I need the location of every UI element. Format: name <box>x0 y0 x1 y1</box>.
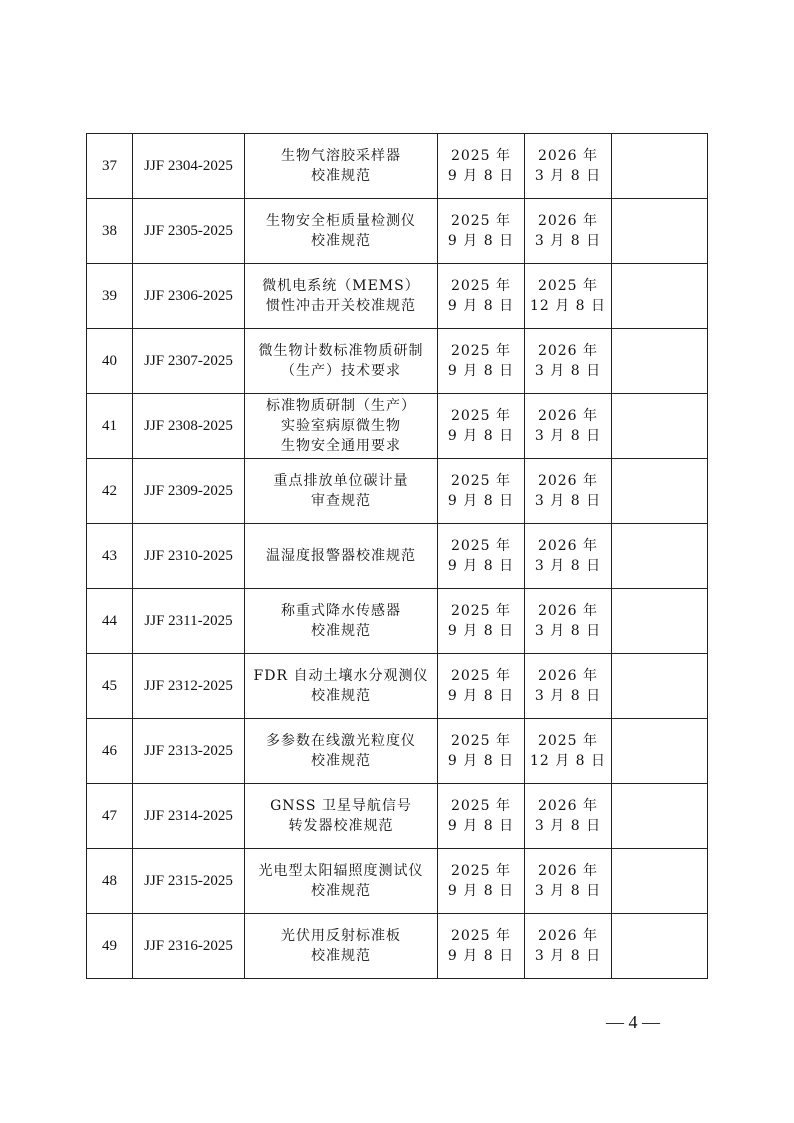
effective-date: 2026 年 3 月 8 日 <box>525 849 612 914</box>
remarks-cell <box>612 394 708 459</box>
remarks-cell <box>612 914 708 979</box>
row-number: 44 <box>87 589 133 654</box>
standard-name: 生物气溶胶采样器 校准规范 <box>245 134 438 199</box>
table-row <box>87 784 708 849</box>
issue-date: 2025 年 9 月 8 日 <box>438 719 525 784</box>
row-number: 47 <box>87 784 133 849</box>
standard-name: 微生物计数标准物质研制 （生产）技术要求 <box>245 329 438 394</box>
issue-date: 2025 年 9 月 8 日 <box>438 329 525 394</box>
remarks-cell <box>612 199 708 264</box>
standard-name: 光电型太阳辐照度测试仪 校准规范 <box>245 849 438 914</box>
row-number: 45 <box>87 654 133 719</box>
standard-code: JJF 2305-2025 <box>133 199 245 264</box>
remarks-cell <box>612 134 708 199</box>
issue-date: 2025 年 9 月 8 日 <box>438 784 525 849</box>
effective-date: 2025 年 12 月 8 日 <box>525 719 612 784</box>
standard-name: FDR 自动土壤水分观测仪 校准规范 <box>245 654 438 719</box>
effective-date: 2026 年 3 月 8 日 <box>525 654 612 719</box>
remarks-cell <box>612 719 708 784</box>
issue-date: 2025 年 9 月 8 日 <box>438 589 525 654</box>
standards-table <box>86 133 708 979</box>
effective-date: 2026 年 3 月 8 日 <box>525 524 612 589</box>
standard-code: JJF 2314-2025 <box>133 784 245 849</box>
standard-code: JJF 2310-2025 <box>133 524 245 589</box>
row-number: 38 <box>87 199 133 264</box>
row-number: 41 <box>87 394 133 459</box>
remarks-cell <box>612 589 708 654</box>
row-number: 39 <box>87 264 133 329</box>
effective-date: 2026 年 3 月 8 日 <box>525 329 612 394</box>
row-number: 42 <box>87 459 133 524</box>
effective-date: 2025 年 12 月 8 日 <box>525 264 612 329</box>
table-row <box>87 329 708 394</box>
standard-code: JJF 2311-2025 <box>133 589 245 654</box>
issue-date: 2025 年 9 月 8 日 <box>438 914 525 979</box>
issue-date: 2025 年 9 月 8 日 <box>438 849 525 914</box>
effective-date: 2026 年 3 月 8 日 <box>525 589 612 654</box>
issue-date: 2025 年 9 月 8 日 <box>438 524 525 589</box>
table-row <box>87 654 708 719</box>
remarks-cell <box>612 459 708 524</box>
standard-name: 多参数在线激光粒度仪 校准规范 <box>245 719 438 784</box>
table-row <box>87 914 708 979</box>
issue-date: 2025 年 9 月 8 日 <box>438 134 525 199</box>
row-number: 40 <box>87 329 133 394</box>
standard-name: 温湿度报警器校准规范 <box>245 524 438 589</box>
table-row <box>87 524 708 589</box>
standard-code: JJF 2316-2025 <box>133 914 245 979</box>
remarks-cell <box>612 264 708 329</box>
remarks-cell <box>612 329 708 394</box>
issue-date: 2025 年 9 月 8 日 <box>438 199 525 264</box>
standard-code: JJF 2313-2025 <box>133 719 245 784</box>
table-row <box>87 199 708 264</box>
standard-name: 标准物质研制（生产） 实验室病原微生物 生物安全通用要求 <box>245 394 438 459</box>
effective-date: 2026 年 3 月 8 日 <box>525 394 612 459</box>
standard-code: JJF 2307-2025 <box>133 329 245 394</box>
row-number: 48 <box>87 849 133 914</box>
standard-code: JJF 2306-2025 <box>133 264 245 329</box>
effective-date: 2026 年 3 月 8 日 <box>525 459 612 524</box>
row-number: 37 <box>87 134 133 199</box>
standard-code: JJF 2315-2025 <box>133 849 245 914</box>
issue-date: 2025 年 9 月 8 日 <box>438 264 525 329</box>
standard-name: 称重式降水传感器 校准规范 <box>245 589 438 654</box>
standard-code: JJF 2308-2025 <box>133 394 245 459</box>
table-row <box>87 134 708 199</box>
table-row <box>87 589 708 654</box>
standard-name: 生物安全柜质量检测仪 校准规范 <box>245 199 438 264</box>
effective-date: 2026 年 3 月 8 日 <box>525 784 612 849</box>
remarks-cell <box>612 654 708 719</box>
table-row <box>87 849 708 914</box>
issue-date: 2025 年 9 月 8 日 <box>438 654 525 719</box>
issue-date: 2025 年 9 月 8 日 <box>438 459 525 524</box>
table-row <box>87 394 708 459</box>
effective-date: 2026 年 3 月 8 日 <box>525 199 612 264</box>
page-number: — 4 — <box>606 1012 660 1032</box>
standard-name: 光伏用反射标准板 校准规范 <box>245 914 438 979</box>
standard-name: 重点排放单位碳计量 审查规范 <box>245 459 438 524</box>
standard-code: JJF 2304-2025 <box>133 134 245 199</box>
effective-date: 2026 年 3 月 8 日 <box>525 134 612 199</box>
remarks-cell <box>612 784 708 849</box>
table-row <box>87 719 708 784</box>
standard-code: JJF 2309-2025 <box>133 459 245 524</box>
table-body <box>87 134 708 979</box>
effective-date: 2026 年 3 月 8 日 <box>525 914 612 979</box>
issue-date: 2025 年 9 月 8 日 <box>438 394 525 459</box>
row-number: 49 <box>87 914 133 979</box>
remarks-cell <box>612 524 708 589</box>
table-row <box>87 459 708 524</box>
table-row <box>87 264 708 329</box>
standard-name: 微机电系统（MEMS） 惯性冲击开关校准规范 <box>245 264 438 329</box>
remarks-cell <box>612 849 708 914</box>
standard-name: GNSS 卫星导航信号 转发器校准规范 <box>245 784 438 849</box>
standard-code: JJF 2312-2025 <box>133 654 245 719</box>
row-number: 46 <box>87 719 133 784</box>
row-number: 43 <box>87 524 133 589</box>
